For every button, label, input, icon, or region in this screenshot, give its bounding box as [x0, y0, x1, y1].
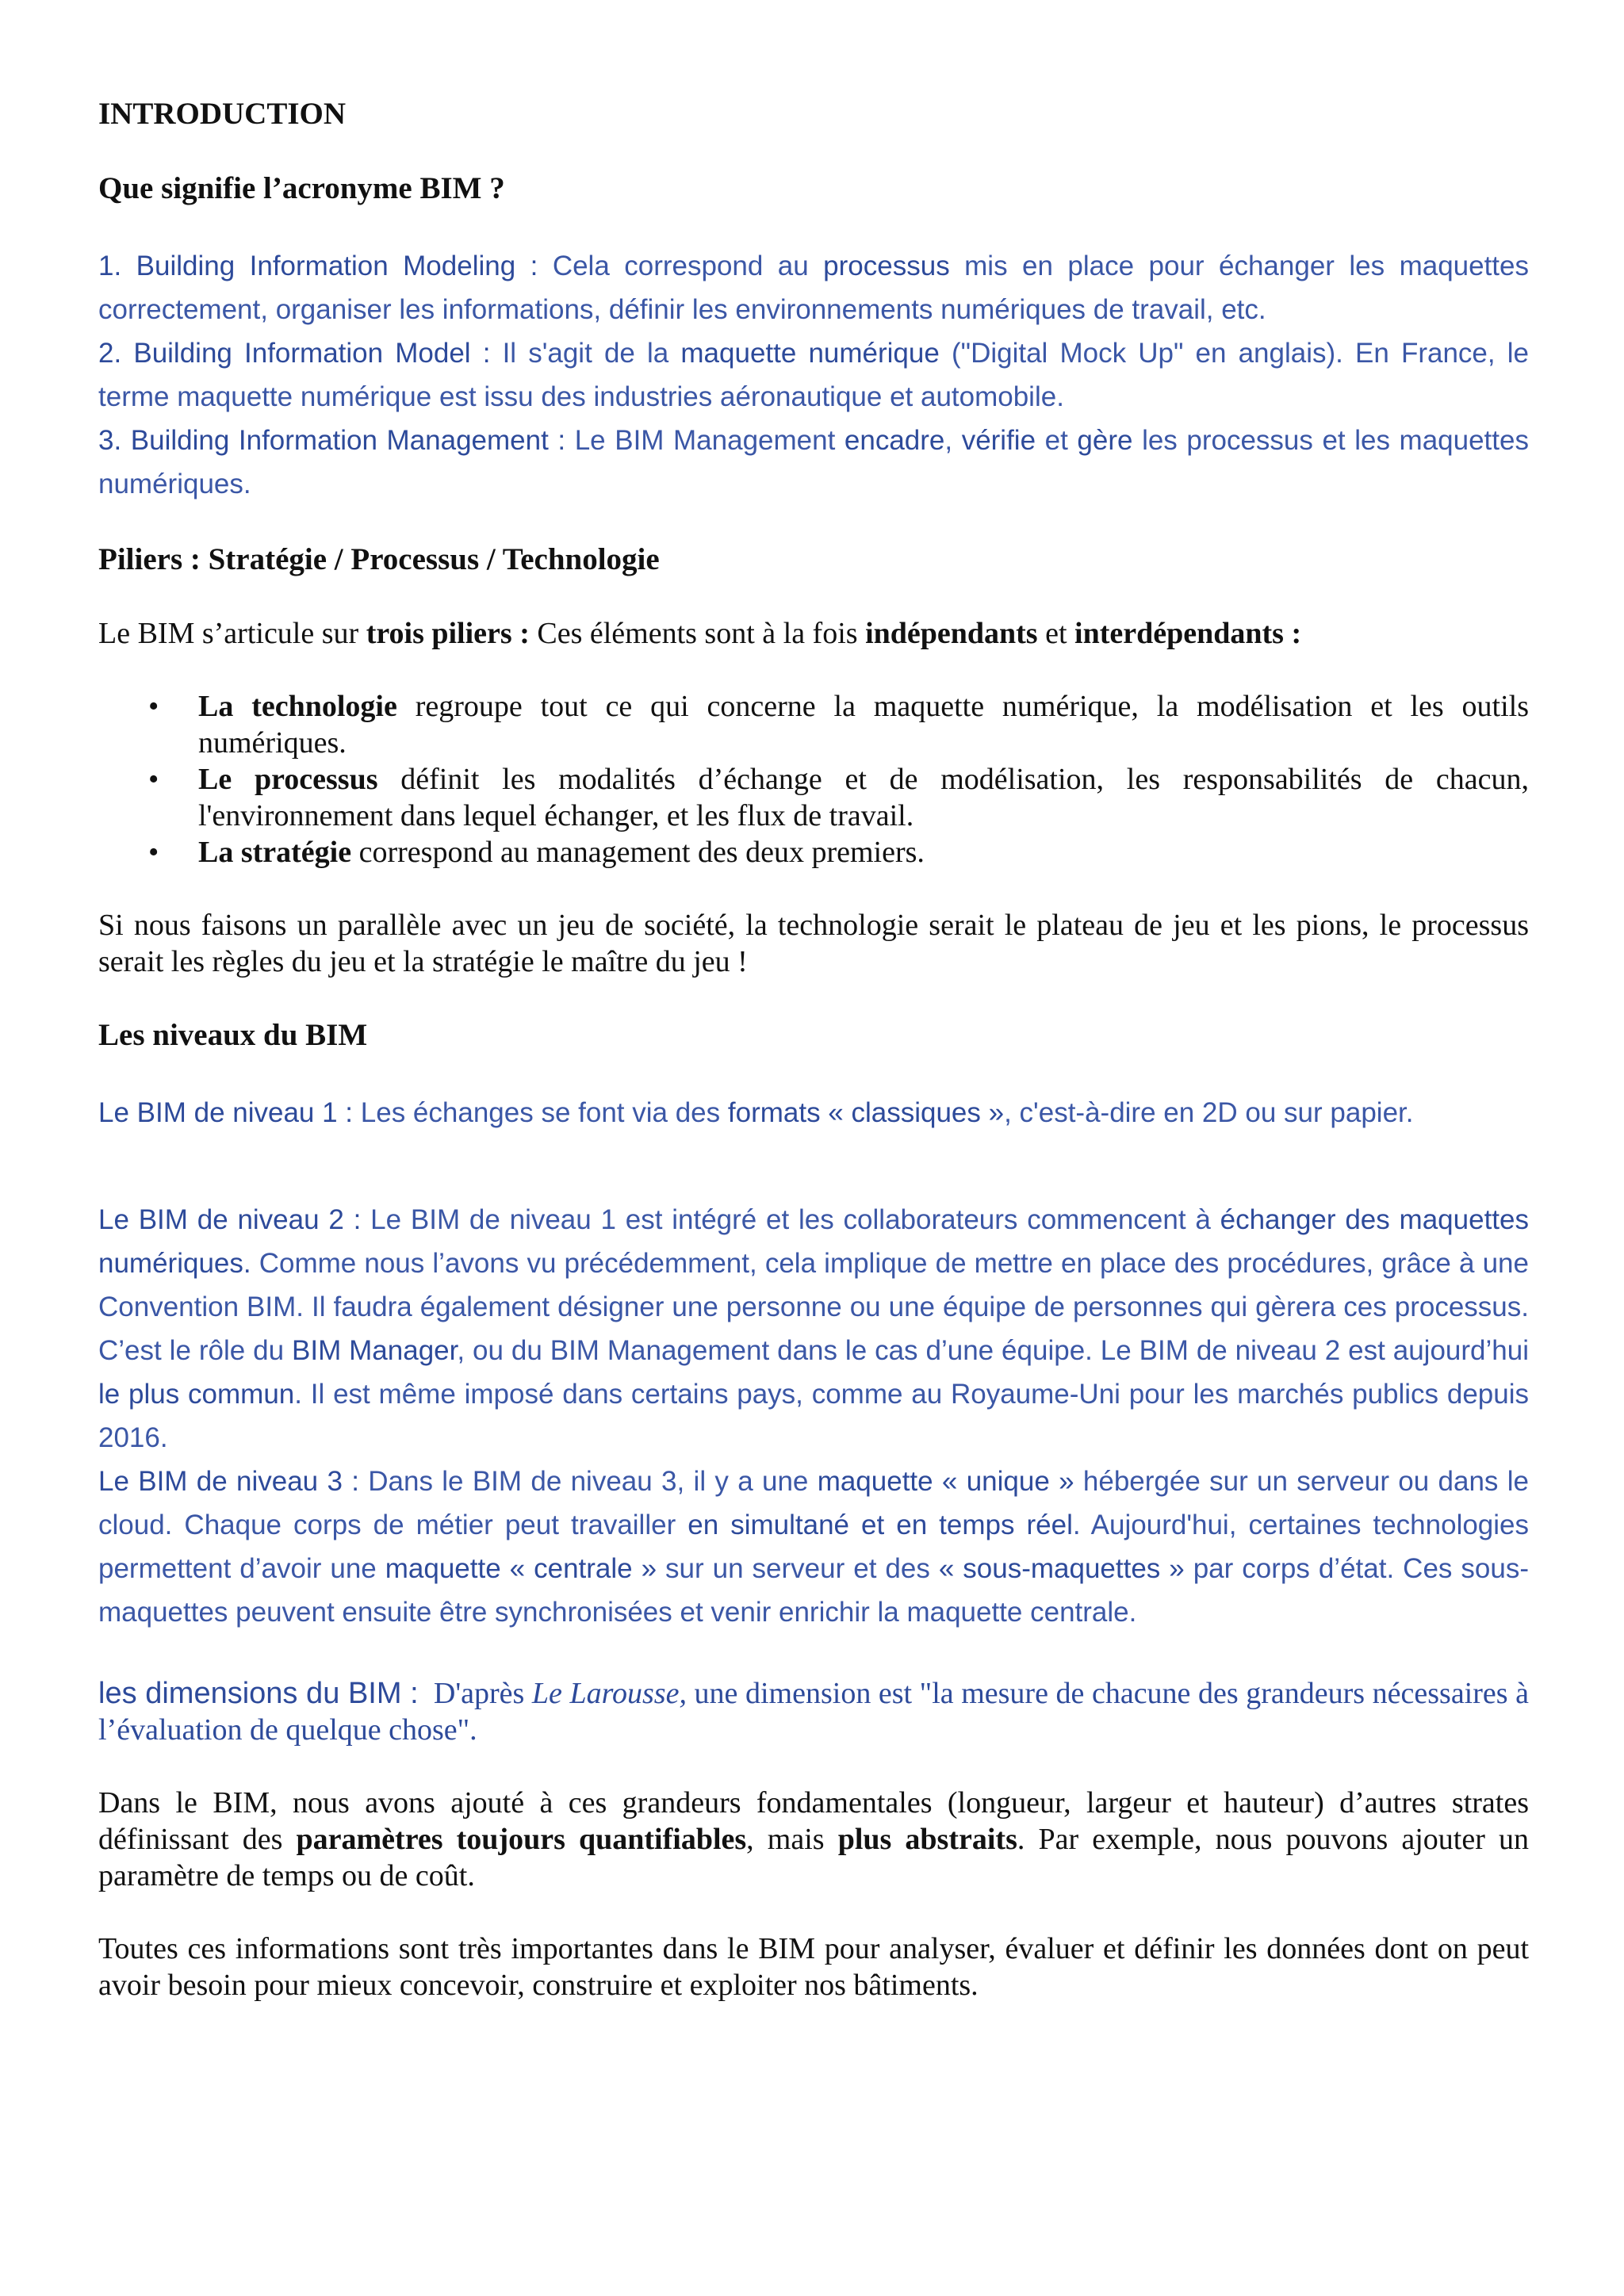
- pilier-3-text: correspond au management des deux premiers.: [358, 836, 925, 869]
- list-item: [98, 834, 1529, 871]
- definition-1: [98, 244, 1529, 331]
- definition-2: [98, 331, 1529, 419]
- definition-3-number: 3.: [98, 425, 122, 456]
- dims-bold-quantifiables: paramètres toujours quantifiables: [296, 1823, 747, 1856]
- niveau-1-paragraph: [98, 1091, 1529, 1135]
- niveau-3-term: Le BIM de niveau 3 :: [98, 1466, 359, 1497]
- niveau-1-term: Le BIM de niveau 1 :: [98, 1097, 354, 1128]
- pilier-1-name: La technologie: [198, 690, 397, 723]
- dims-bold-abstraits: plus abstraits: [837, 1823, 1017, 1856]
- definition-1-text-b: mis en place pour échanger les maquettes correctement, organiser les informations, définir les environnements numériques de travail, etc.: [98, 251, 1529, 325]
- piliers-intro-a: Le BIM s’articule sur: [98, 617, 359, 650]
- document-body: [98, 95, 1529, 2003]
- definition-2-term: Building Information Model :: [133, 338, 491, 369]
- piliers-list: [98, 688, 1529, 871]
- parallel-paragraph: Si nous faisons un parallèle avec un jeu de société, la technologie serait le plateau de jeu et les pions, le processus serait les règles du jeu et la stratégie le maître du jeu !: [98, 909, 1529, 978]
- niveau-2-paragraph: [98, 1198, 1529, 1460]
- definition-2-keyword: maquette numérique: [680, 338, 940, 369]
- dims-text-b: , mais: [746, 1823, 825, 1856]
- dims-text-a: Dans le BIM, nous avons ajouté à ces grandeurs fondamentales (longueur, largeur et hauteur) d’autres strates définissant des: [98, 1786, 1529, 1856]
- niveau-3-text-a: Dans le BIM de niveau 3, il y a une: [368, 1466, 809, 1497]
- niveau-3-paragraph: [98, 1460, 1529, 1634]
- niveau-3-text-c: . Aujourd'hui, certaines technologies permettent d’avoir une: [98, 1510, 1530, 1584]
- niveau-2-text-b: Comme nous l’avons vu précédemment, cela implique de mettre en place des procédures, grâce à une Convention BIM. Il faudra également désigner une personne ou une équipe de personnes qui gèrera ces processus. C’est le rôle du: [98, 1248, 1529, 1366]
- intro-heading: INTRODUCTION: [98, 97, 347, 131]
- niveau-2-text-a: Le BIM de niveau 1 est intégré et les collaborateurs commencent à: [370, 1204, 1211, 1235]
- definition-2-text-b: ("Digital Mock Up" en anglais). En France, le terme maquette numérique est issu des industries aéronautique et automobile.: [98, 338, 1529, 412]
- dimensions-source: Le Larousse,: [531, 1677, 687, 1710]
- niveau-2-keyword-echanger: échanger des maquettes numériques.: [98, 1204, 1529, 1279]
- piliers-intro-trois: trois piliers :: [366, 617, 530, 650]
- dimensions-paragraph: [98, 1675, 1529, 1748]
- niveau-2-keyword-commun: le plus commun: [98, 1379, 295, 1410]
- pilier-2-text: définit les modalités d’échange et de modélisation, les responsabilités de chacun, l'environnement dans lequel échanger, et les flux de travail.: [198, 763, 1530, 832]
- piliers-intro-c: Ces éléments sont à la fois: [537, 617, 858, 650]
- dimensions-term: les dimensions du BIM :: [98, 1677, 419, 1710]
- niveau-3-text-d: sur un serveur et des: [665, 1553, 930, 1584]
- definition-3-keyword-encadre: encadre: [844, 425, 945, 456]
- piliers-intro-interdependants: interdépendants :: [1074, 617, 1302, 650]
- bullet-icon: •: [148, 763, 159, 796]
- list-item: [98, 761, 1529, 834]
- niveau-1-keyword: formats « classiques »: [727, 1097, 1005, 1128]
- niveau-2-text-d: . Il est même imposé dans certains pays, comme au Royaume-Uni pour les marchés publics depuis 2016.: [98, 1379, 1529, 1453]
- definition-2-text-a: Il s'agit de la: [502, 338, 669, 369]
- niveau-3-keyword-unique: maquette « unique »: [817, 1466, 1074, 1497]
- piliers-heading: Piliers : Stratégie / Processus / Technologie: [98, 542, 660, 576]
- definition-3-separator-comma: ,: [944, 425, 953, 456]
- definition-3: [98, 419, 1529, 506]
- definition-3-keyword-gere: gère: [1077, 425, 1133, 456]
- dimensions-detail-paragraph: [98, 1785, 1529, 1894]
- niveau-2-term: Le BIM de niveau 2 :: [98, 1204, 362, 1235]
- niveau-2-keyword-bim-manager: BIM Manager: [292, 1335, 458, 1366]
- dimensions-text-a: D'après: [433, 1677, 525, 1710]
- pilier-3-name: La stratégie: [198, 836, 352, 869]
- definition-3-text-b: les processus et les maquettes numériques.: [98, 425, 1529, 499]
- definition-2-number: 2.: [98, 338, 122, 369]
- definition-1-text-a: Cela correspond au: [552, 251, 809, 281]
- piliers-intro-e: et: [1045, 617, 1067, 650]
- niveau-3-text-b: hébergée sur un serveur ou dans le cloud. Chaque corps de métier peut travailler: [98, 1466, 1529, 1540]
- niveau-1-text-b: , c'est-à-dire en 2D ou sur papier.: [1004, 1097, 1414, 1128]
- niveau-3-text-e: par corps d’état. Ces sous-maquettes peuvent ensuite être synchronisées et venir enrichir la maquette centrale.: [98, 1553, 1529, 1628]
- bullet-icon: •: [148, 836, 159, 869]
- definition-3-separator-et: et: [1044, 425, 1068, 456]
- piliers-intro-independants: indépendants: [865, 617, 1038, 650]
- definition-3-keyword-verifie: vérifie: [961, 425, 1036, 456]
- niveau-3-keyword-centrale: maquette « centrale »: [385, 1553, 657, 1584]
- definition-1-term: Building Information Modeling :: [136, 251, 538, 281]
- niveaux-heading: Les niveaux du BIM: [98, 1018, 368, 1052]
- pilier-2-name: Le processus: [198, 763, 378, 796]
- dimensions-text-b: une dimension est "la mesure de chacune des grandeurs nécessaires à l’évaluation de quelque chose".: [98, 1677, 1529, 1747]
- definition-1-number: 1.: [98, 251, 122, 281]
- niveau-3-keyword-simultane: en simultané et en temps réel: [688, 1510, 1073, 1540]
- piliers-intro: [98, 615, 1529, 652]
- definition-3-term: Building Information Management :: [130, 425, 566, 456]
- niveau-3-keyword-sous-maquettes: « sous-maquettes »: [938, 1553, 1185, 1584]
- pilier-1-text: regroupe tout ce qui concerne la maquette numérique, la modélisation et les outils numériques.: [198, 690, 1530, 760]
- bullet-icon: •: [148, 690, 159, 723]
- final-paragraph: Toutes ces informations sont très importantes dans le BIM pour analyser, évaluer et définir les données dont on peut avoir besoin pour mieux concevoir, construire et exploiter nos bâtiments.: [98, 1932, 1529, 2002]
- definition-1-keyword: processus: [823, 251, 950, 281]
- definition-3-text-a: Le BIM Management: [574, 425, 836, 456]
- niveau-2-text-c: , ou du BIM Management dans le cas d’une équipe. Le BIM de niveau 2 est aujourd’hui: [457, 1335, 1529, 1366]
- dims-text-c: . Par exemple, nous pouvons ajouter un paramètre de temps ou de coût.: [98, 1823, 1529, 1892]
- niveau-1-text-a: Les échanges se font via des: [360, 1097, 721, 1128]
- acronym-heading: Que signifie l’acronyme BIM ?: [98, 171, 505, 205]
- list-item: [98, 688, 1529, 761]
